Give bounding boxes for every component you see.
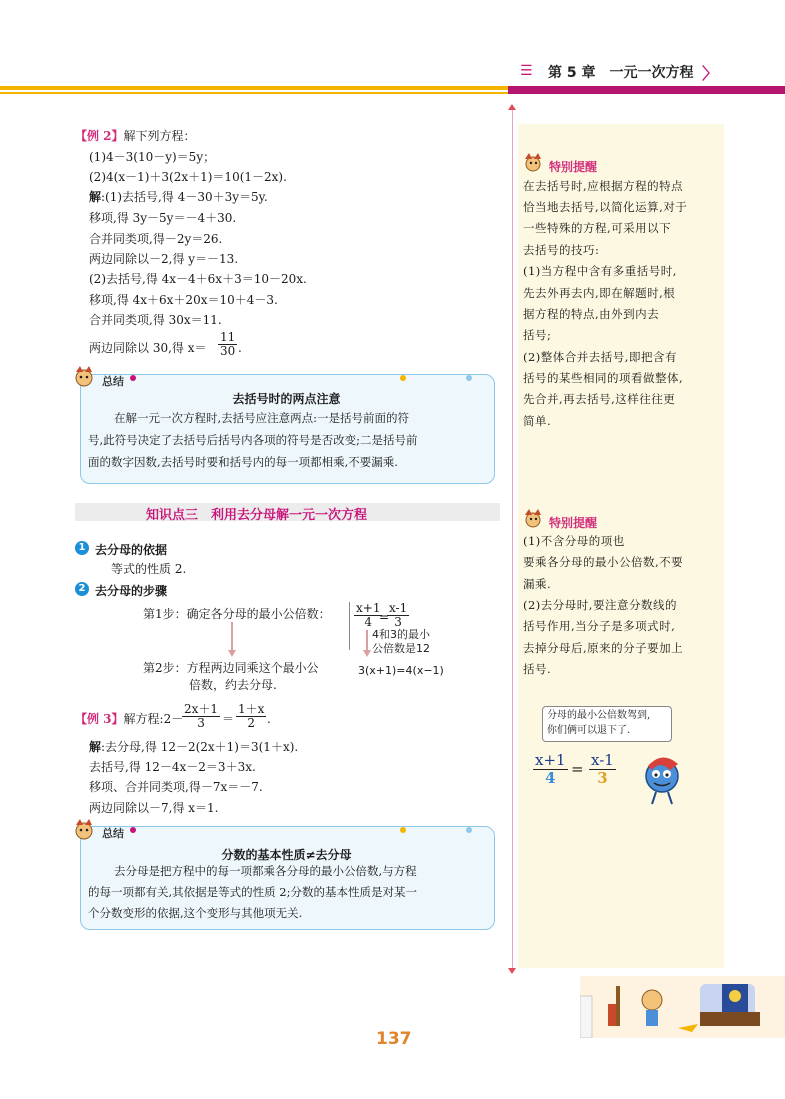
summary-dot [400, 375, 406, 381]
summary-tag: 总结 [102, 375, 124, 388]
list-icon: ☰ [520, 63, 533, 79]
knowledge-point-title: 知识点三 利用去分母解一元一次方程 [146, 508, 368, 523]
page-number: 137 [376, 1029, 412, 1049]
steps-result: 3(x+1)=4(x−1) [358, 664, 444, 677]
tip2-line: 漏乘. [523, 577, 552, 591]
example2-label: 【例 2】 [75, 129, 124, 143]
step-arrow-head [363, 650, 371, 657]
tip1-line: (1)当方程中含有多重括号时, [523, 264, 677, 278]
tip-mascot-icon [521, 152, 547, 174]
speech-text: 你们俩可以退下了. [547, 725, 631, 736]
ball-character-icon [640, 748, 688, 808]
equals-sign: = [379, 610, 390, 624]
tip1-line: 恰当地去括号,以简化运算,对于 [523, 200, 688, 214]
solution-line: 移项、合并同类项,得－7x＝－7. [89, 780, 263, 794]
tip1-line: (2)整体合并去括号,即把含有 [523, 350, 677, 364]
example3-heading [75, 711, 183, 727]
tip2-line: 括号. [523, 662, 552, 676]
divider-top-marker [508, 104, 516, 110]
fraction-numerator: 1＋x [238, 702, 265, 716]
tip1-line: 先去外再去内,即在解题时,根 [523, 286, 676, 300]
summary2-line: 去分母是把方程中的每一项都乘各分母的最小公倍数,与方程 [114, 864, 417, 878]
solution-text: :(1)去括号,得 4－30＋3y＝5y. [101, 190, 268, 204]
basis-text: 等式的性质 2. [111, 562, 187, 576]
summary1-line: 在解一元一次方程时,去括号应注意两点:一是括号前面的符 [114, 411, 410, 425]
equals-sign: = [571, 760, 584, 778]
tip1-line: 括号; [523, 328, 552, 342]
example2-prompt: 解下列方程： [123, 129, 196, 143]
solution-last-prefix: 两边同除以 30,得 x＝ [89, 341, 207, 355]
basis-heading: 去分母的依据 [95, 543, 168, 557]
tip1-line: 先合并,再去括号,这样往往更 [523, 392, 676, 406]
summary-dot [400, 827, 406, 833]
lcm-note: 4和3的最小 [372, 628, 430, 641]
step2-text-cont: 倍数，约去分母. [189, 678, 277, 692]
column-divider [512, 106, 513, 970]
fraction-numerator: 11 [220, 330, 236, 344]
solution-text: :去分母,得 12－2(2x＋1)＝3(1＋x). [101, 740, 299, 754]
solution-label: 解 [89, 740, 102, 754]
fraction-numerator: x-1 [591, 751, 614, 769]
tip1-line: 在去括号时,应根据方程的特点 [523, 179, 684, 193]
header-yellow-bar [0, 86, 508, 90]
fraction-numerator: x-1 [389, 601, 408, 615]
tip2-line: (2)去分母时,要注意分数线的 [523, 598, 677, 612]
step-arrow [366, 630, 368, 652]
solution-line: 两边同除以－2,得 y＝－13. [89, 252, 239, 266]
summary-tag: 总结 [102, 827, 124, 840]
speech-text: 分母的最小公倍数驾到, [547, 710, 651, 721]
fraction-denominator: 30 [220, 344, 236, 358]
summary1-line: 号,此符号决定了去括号后括号内各项的符号是否改变;二是括号前 [88, 433, 418, 447]
tip2-line: 括号作用,当分子是多项式时, [523, 619, 676, 633]
summary1-line: 面的数字因数,去括号时要和括号内的每一项都相乘,不要漏乘. [88, 455, 398, 469]
equals-sign: ＝ [222, 712, 235, 726]
chapter-title: 一元一次方程 [609, 65, 694, 81]
fraction-2x-plus-1-over-3 [182, 703, 220, 730]
summary2-line: 的每一项都有关,其依据是等式的性质 2;分数的基本性质是对某一 [88, 885, 417, 899]
tip2-line: 要乘各分母的最小公倍数,不要 [523, 555, 684, 569]
solution-line: (2)去括号,得 4x－4＋6x＋3＝10－20x. [89, 272, 307, 286]
example3-end: . [267, 712, 271, 726]
tip1-line: 据方程的特点,由外到内去 [523, 307, 660, 321]
example2-solution-line [89, 189, 268, 205]
cartoon-fraction-1 [533, 752, 568, 787]
example3-solution-line [89, 739, 298, 755]
step2-text: 第2步：方程两边同乘这个最小公 [143, 661, 319, 675]
mascot-icon [70, 817, 100, 843]
solution-line: 合并同类项,得 30x＝11. [89, 313, 222, 327]
fraction-denominator: 3 [597, 769, 608, 787]
tip1-line: 去括号的技巧: [523, 243, 600, 257]
mascot-icon [70, 364, 100, 390]
fraction-denominator: 4 [545, 769, 556, 787]
fraction-denominator: 4 [364, 615, 373, 629]
chapter-number: 第 5 章 [548, 65, 596, 81]
lcm-note: 公倍数是12 [372, 642, 430, 655]
tip2-title: 特别提醒 [549, 516, 598, 530]
solution-label: 解 [89, 190, 102, 204]
solution-line: 两边同除以－7,得 x＝1. [89, 801, 219, 815]
summary2-line: 个分数变形的依据,这个变形与其他项无关. [88, 906, 303, 920]
summary1-title: 去括号时的两点注意 [232, 392, 341, 406]
solution-last-suffix: . [238, 341, 242, 355]
divider-bottom-marker [508, 968, 516, 974]
example2-heading [75, 128, 196, 144]
step-arrow [231, 622, 233, 652]
fraction-denominator: 3 [394, 615, 402, 629]
solution-line: 移项,得 3y－5y＝－4＋30. [89, 211, 237, 225]
fraction-denominator: 3 [197, 716, 205, 730]
header-purple-bar [508, 86, 785, 94]
fraction-denominator: 2 [247, 716, 256, 730]
summary-dot [466, 827, 472, 833]
tip1-line: 一些特殊的方程,可采用以下 [523, 221, 672, 235]
header-yellow-thin-bar [0, 92, 508, 94]
tip2-line: 去掉分母后,原来的分子要加上 [523, 641, 684, 655]
example3-prompt: 解方程:2－ [123, 712, 184, 726]
solution-line: 去括号,得 12－4x－2＝3＋3x. [89, 760, 256, 774]
step-arrow-head [228, 650, 236, 657]
example2-eq2: (2)4(x－1)＋3(2x＋1)＝10(1－2x). [89, 170, 287, 184]
summary-dot [130, 375, 136, 381]
fraction-numerator: x+1 [356, 601, 381, 615]
tip1-line: 简单. [523, 414, 552, 428]
step-number-badge: 1 [75, 541, 89, 555]
steps-heading: 去分母的步骤 [95, 584, 168, 598]
fraction-x-minus-1-over-3 [387, 602, 409, 629]
tip2-line: (1)不含分母的项也 [523, 534, 625, 548]
cartoon-fraction-2 [589, 752, 616, 787]
step1-text: 第1步：确定各分母的最小公倍数： [143, 607, 331, 621]
summary-dot [466, 375, 472, 381]
fraction-numerator: x+1 [535, 751, 566, 769]
fraction-1-plus-x-over-2 [236, 703, 266, 730]
tip1-title: 特别提醒 [549, 160, 598, 174]
step-number-badge: 2 [75, 582, 89, 596]
chapter-header [548, 62, 694, 82]
fraction-numerator: 2x＋1 [184, 702, 219, 716]
tip1-line: 括号的某些相同的项看做整体, [523, 371, 684, 385]
steps-bracket [349, 602, 350, 650]
solution-line: 合并同类项,得－2y＝26. [89, 232, 223, 246]
chevron-right-icon[interactable]: 〉 [702, 64, 719, 83]
fraction-11-30 [218, 331, 237, 358]
tip-mascot-icon [521, 508, 547, 530]
summary-dot [130, 827, 136, 833]
bottom-illustration [580, 976, 785, 1038]
example3-label: 【例 3】 [75, 712, 124, 726]
example2-eq1: (1)4－3(10－y)＝5y； [89, 150, 216, 164]
solution-line: 移项,得 4x＋6x＋20x＝10＋4－3. [89, 293, 278, 307]
summary2-title: 分数的基本性质≠去分母 [221, 848, 352, 862]
